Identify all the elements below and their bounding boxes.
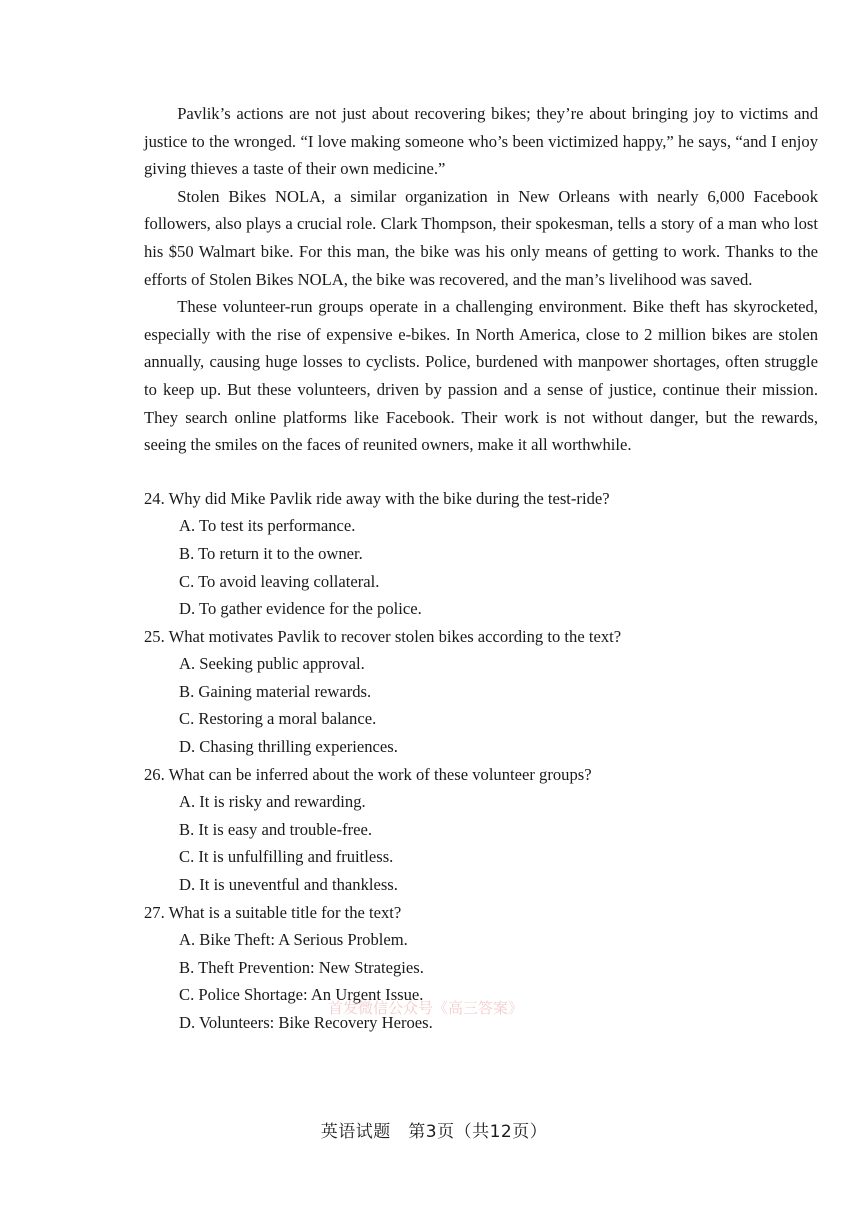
question-stem: 25. What motivates Pavlik to recover stolen bikes according to the text?	[144, 626, 622, 646]
option-c: C. To avoid leaving collateral.	[179, 571, 380, 591]
option-a: A. To test its performance.	[179, 516, 356, 536]
option-b: B. It is easy and trouble-free.	[179, 819, 373, 839]
question-25	[144, 623, 818, 761]
passage-paragraph-2: Stolen Bikes NOLA, a similar organization in New Orleans with nearly 6,000 Facebook followers, also plays a crucial role. Clark Thompson, their spokesman, tells a story of a man who lost his $50 Walmart bike. For this man, the bike was his only means of getting to work. Thanks to the efforts of Stolen Bikes NOLA, the bike was recovered, and the man’s livelihood was saved.	[144, 186, 818, 289]
watermark-text: 首发微信公众号《高三答案》	[328, 999, 524, 1017]
option-b: B. Theft Prevention: New Strategies.	[179, 957, 424, 977]
option-list	[144, 926, 818, 1036]
option-list	[144, 512, 818, 622]
option-c: C. It is unfulfilling and fruitless.	[179, 847, 394, 867]
question-list	[144, 485, 818, 1037]
question-stem: 26. What can be inferred about the work of these volunteer groups?	[144, 764, 592, 784]
option-list	[144, 788, 818, 898]
option-c: C. Restoring a moral balance.	[179, 709, 377, 729]
question-stem: 24. Why did Mike Pavlik ride away with the bike during the test-ride?	[144, 488, 610, 508]
question-26	[144, 761, 818, 899]
option-a: A. It is risky and rewarding.	[179, 792, 366, 812]
exam-page	[144, 100, 818, 1037]
option-a: A. Bike Theft: A Serious Problem.	[179, 930, 408, 950]
passage-paragraph-3: These volunteer-run groups operate in a challenging environment. Bike theft has skyrocketed, especially with the rise of expensive e-bikes. In North America, close to 2 million bikes are stolen annually, causing huge losses to cyclists. Police, burdened with manpower shortages, often struggle to keep up. But these volunteers, driven by passion and a sense of justice, continue their mission. They search online platforms like Facebook. Their work is not without danger, but the rewards, seeing the smiles on the faces of reunited owners, make it all worthwhile.	[144, 297, 818, 455]
page-footer: 英语试题 第3页（共12页）	[320, 1122, 548, 1142]
option-b: B. Gaining material rewards.	[179, 681, 372, 701]
option-d: D. Volunteers: Bike Recovery Heroes.	[179, 1013, 433, 1032]
option-list	[144, 650, 818, 760]
option-d: D. Chasing thrilling experiences.	[179, 737, 398, 757]
option-a: A. Seeking public approval.	[179, 654, 365, 674]
option-d: D. It is uneventful and thankless.	[179, 875, 398, 895]
question-24	[144, 485, 818, 623]
passage-paragraph-1: Pavlik’s actions are not just about recovering bikes; they’re about bringing joy to victims and justice to the wronged. “I love making someone who’s been victimized happy,” he says, “and I enjoy giving thieves a taste of their own medicine.”	[144, 104, 818, 179]
option-d: D. To gather evidence for the police.	[179, 599, 422, 619]
reading-passage	[144, 100, 818, 459]
option-b: B. To return it to the owner.	[179, 543, 363, 563]
question-27	[144, 899, 818, 1037]
question-stem: 27. What is a suitable title for the text?	[144, 902, 402, 922]
option-c: C. Police Shortage: An Urgent Issue.	[179, 985, 424, 1005]
